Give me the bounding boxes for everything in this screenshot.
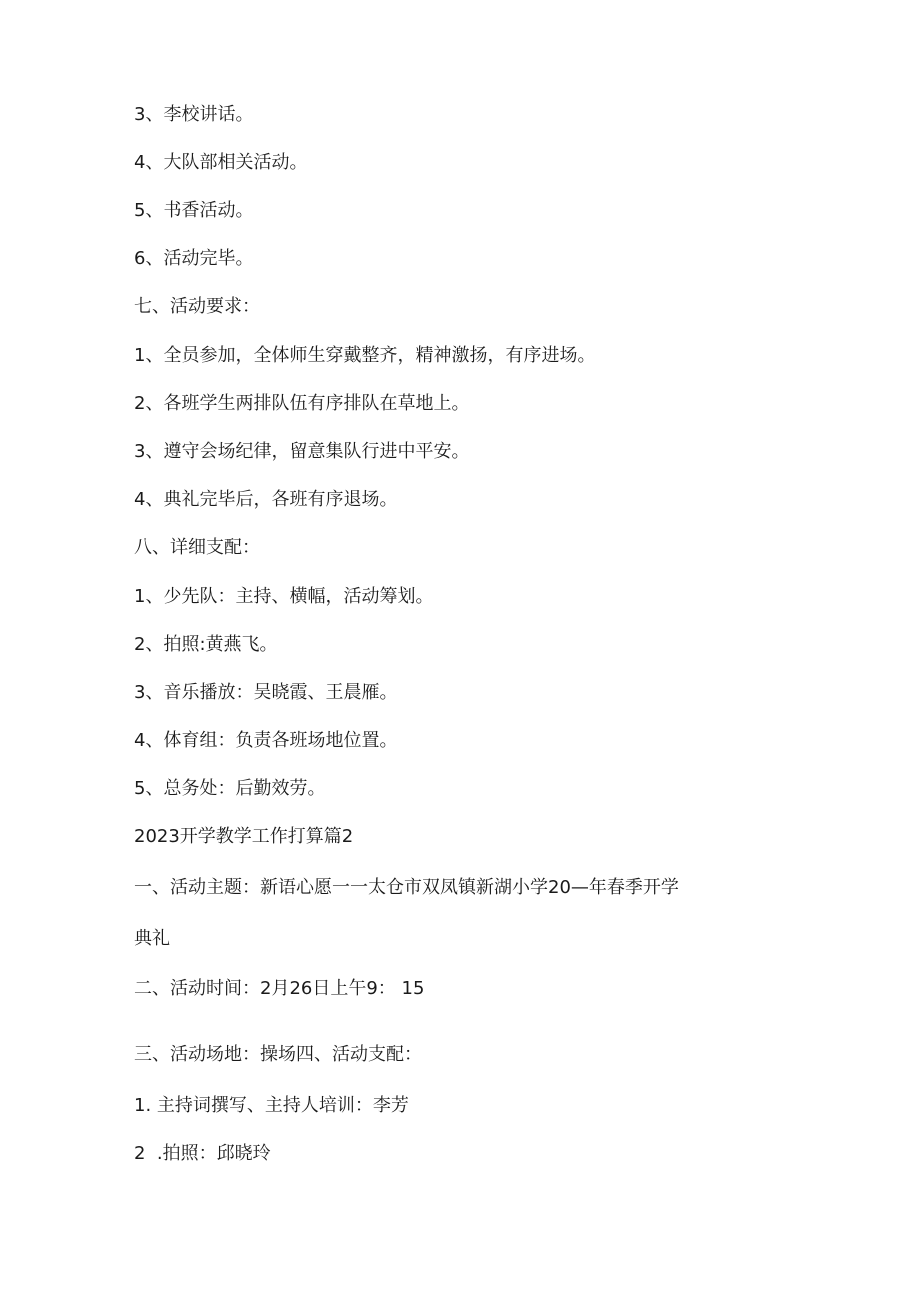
section-heading: 八、详细支配：: [134, 537, 260, 558]
text-line: 4、体育组：负责各班场地位置。: [134, 730, 398, 751]
text-line: 6、活动完毕。: [134, 248, 254, 269]
document-title: 2023开学教学工作打算篇2: [134, 826, 354, 847]
section-heading: 七、活动要求：: [134, 296, 260, 317]
text-line: 3、遵守会场纪律，留意集队行进中平安。: [134, 441, 470, 462]
text-line: 1、全员参加，全体师生穿戴整齐，精神激扬，有序进场。: [134, 345, 596, 366]
text-line: 2 .拍照：邱晓玲: [134, 1143, 271, 1164]
text-line: 二、活动时间：2月26日上午9： 15: [134, 978, 425, 999]
text-line: 典礼: [134, 928, 170, 949]
text-line: 3、音乐播放：吴晓霞、王晨雁。: [134, 682, 398, 703]
text-line: 1、少先队：主持、横幅，活动筹划。: [134, 586, 434, 607]
text-line: 4、大队部相关活动。: [134, 152, 308, 173]
text-line: 一、活动主题：新语心愿一一太仓市双凤镇新湖小学20—年春季开学: [134, 877, 679, 898]
text-line: 4、典礼完毕后，各班有序退场。: [134, 489, 398, 510]
text-line: 3、李校讲话。: [134, 104, 254, 125]
text-line: 1. 主持词撰写、主持人培训：李芳: [134, 1095, 409, 1116]
text-line: 三、活动场地：操场四、活动支配：: [134, 1044, 422, 1065]
text-line: 5、总务处：后勤效劳。: [134, 778, 326, 799]
text-line: 5、书香活动。: [134, 200, 254, 221]
text-line: 2、各班学生两排队伍有序排队在草地上。: [134, 393, 470, 414]
text-line: 2、拍照:黄燕飞。: [134, 634, 278, 655]
